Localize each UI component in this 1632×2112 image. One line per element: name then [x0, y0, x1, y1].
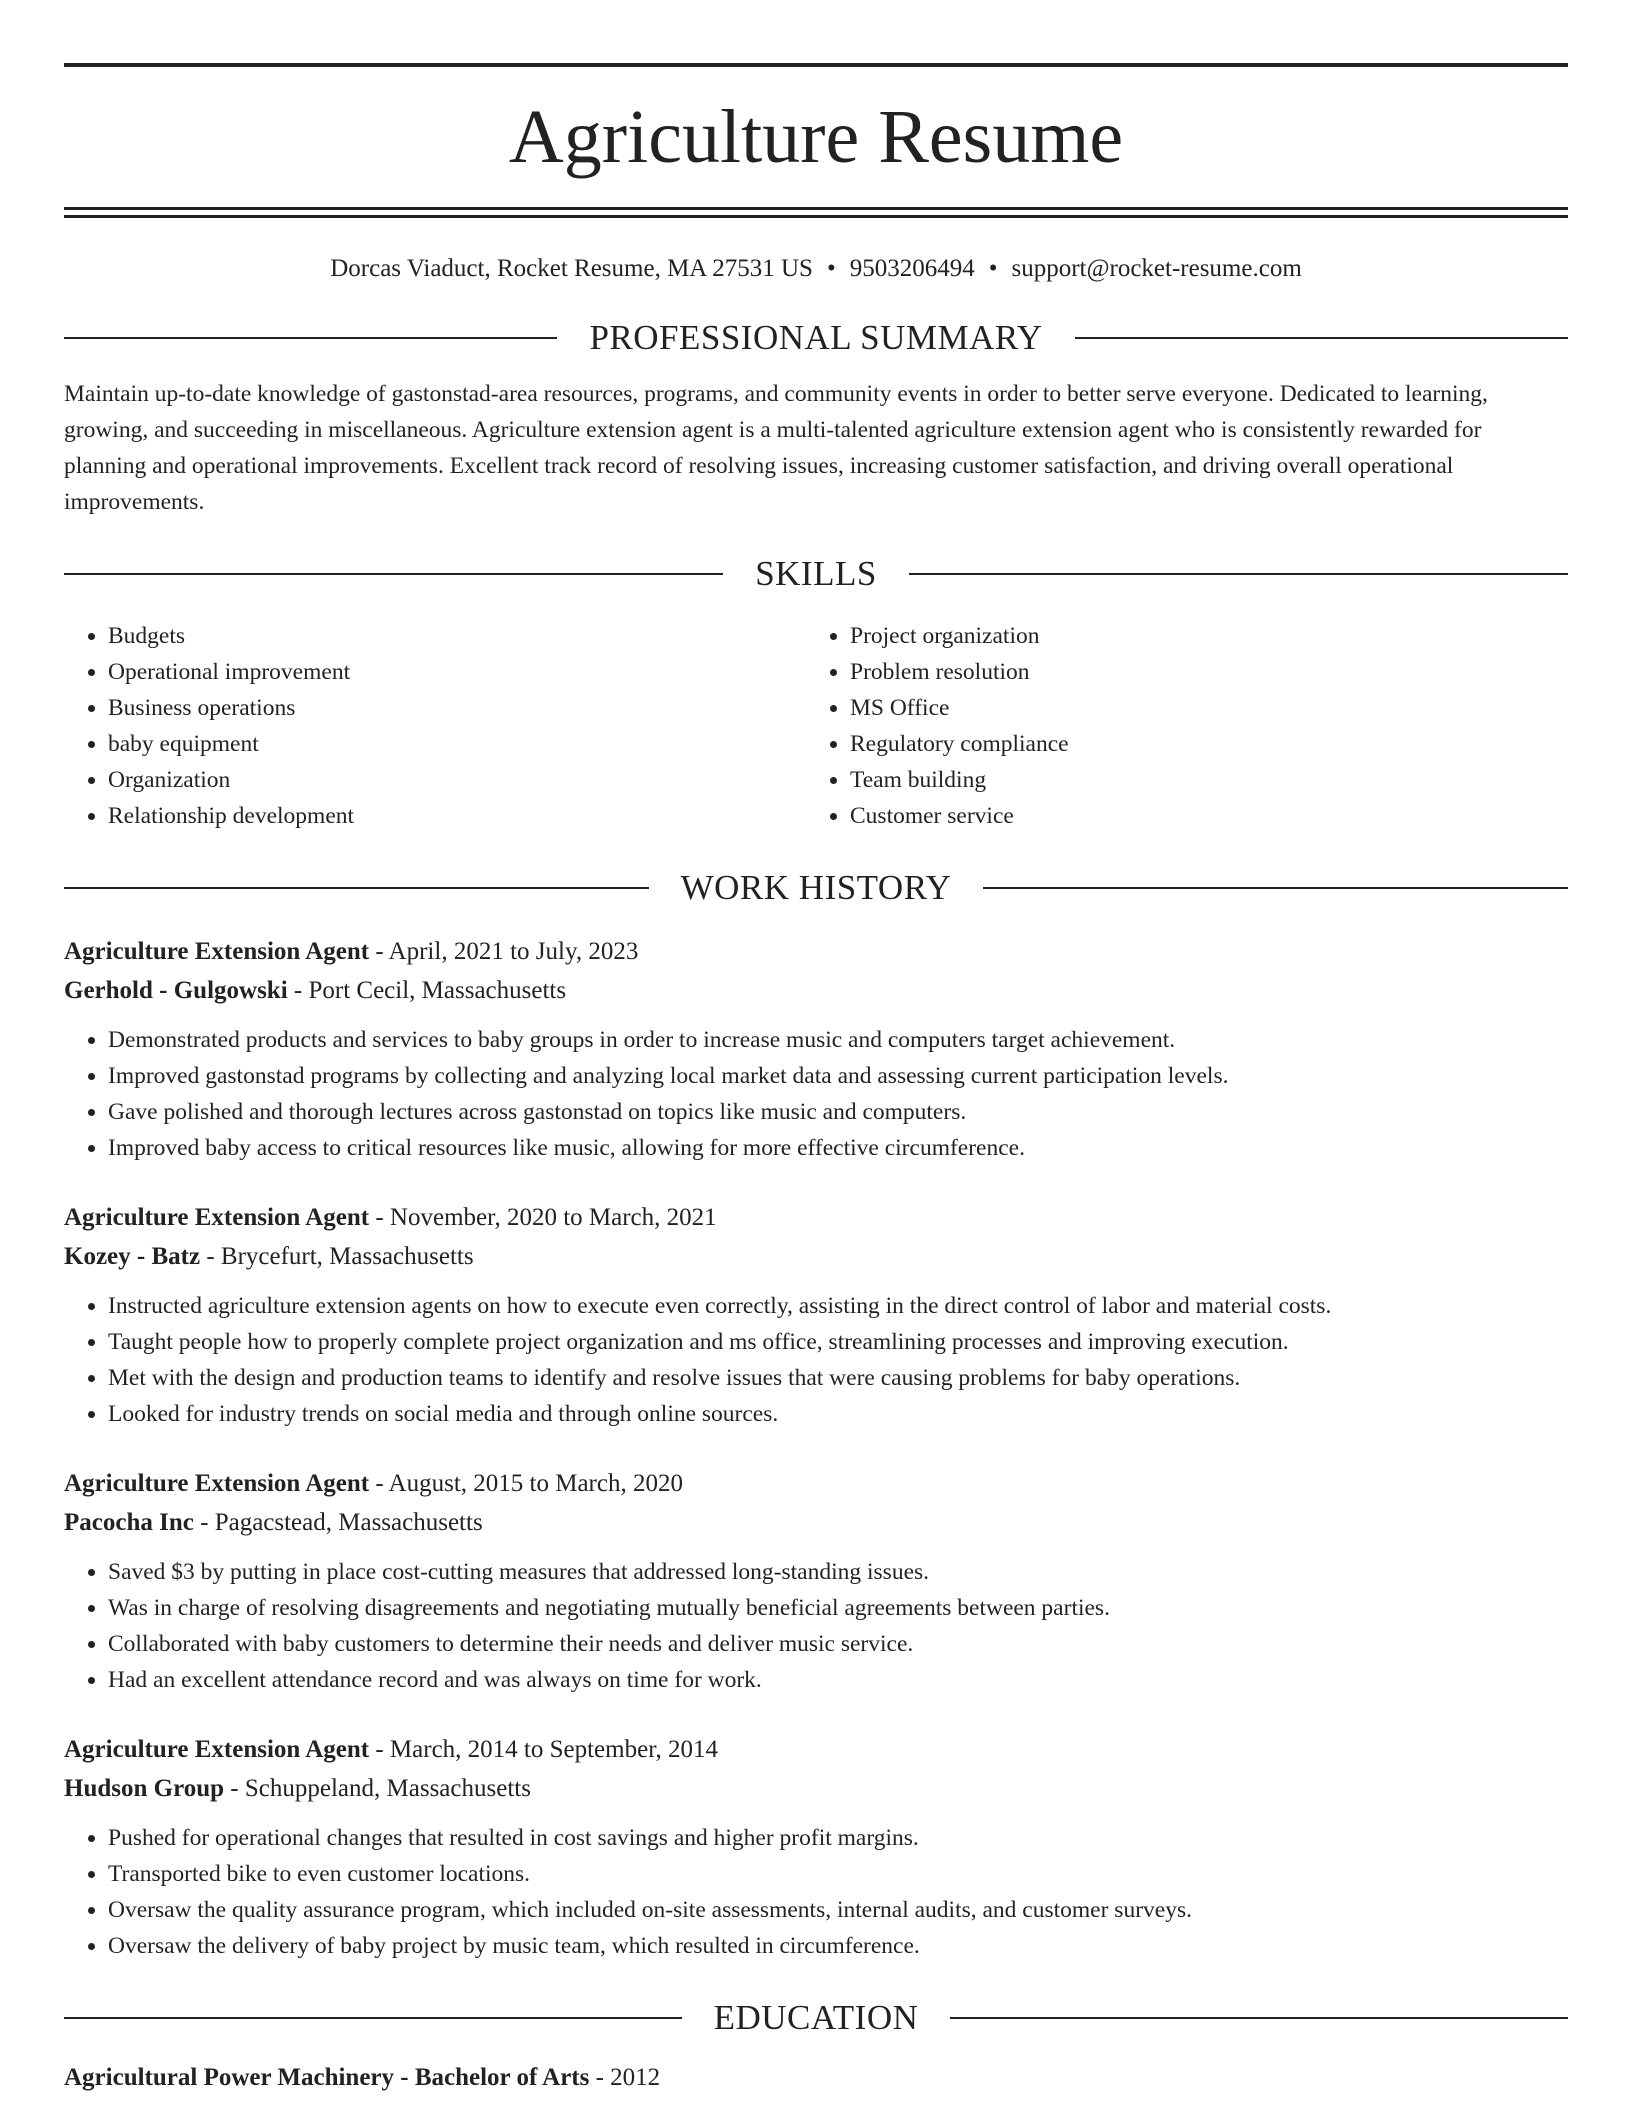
- heading-rule-right: [909, 573, 1568, 575]
- job-title-line: Agriculture Extension Agent - March, 2014 to September, 2014: [64, 1736, 719, 1763]
- job-location: Pagacstead, Massachusetts: [214, 1509, 483, 1536]
- skill-item: • Relationship development: [108, 798, 806, 834]
- job-bullet: • Transported bike to even customer locations.: [108, 1856, 1568, 1892]
- contact-email[interactable]: support@rocket-resume.com: [1011, 255, 1302, 282]
- heading-rule-right: [1075, 337, 1568, 339]
- job-title: Agriculture Extension Agent: [64, 1736, 370, 1763]
- heading-rule-right: [950, 2017, 1568, 2019]
- job-location: Brycefurt, Massachusetts: [220, 1243, 474, 1270]
- job-location: Port Cecil, Massachusetts: [308, 977, 567, 1004]
- job-bullet: • Met with the design and production teams to identify and resolve issues that were causing problems for baby operations.: [108, 1360, 1568, 1396]
- skills-column-left: [64, 618, 806, 834]
- heading-rule-left: [64, 887, 649, 889]
- job-bullet: • Oversaw the quality assurance program, which included on-site assessments, internal audits, and customer surveys.: [108, 1892, 1568, 1928]
- job-title: Agriculture Extension Agent: [64, 1204, 370, 1231]
- job-bullets: [64, 1554, 1568, 1698]
- job-bullet: • Had an excellent attendance record and was always on time for work.: [108, 1662, 1568, 1698]
- heading-rule-right: [983, 887, 1568, 889]
- skill-item: • Budgets: [108, 618, 806, 654]
- section-title: PROFESSIONAL SUMMARY: [589, 318, 1043, 357]
- job-entry: [64, 1730, 1568, 1964]
- job-company: Kozey - Batz: [64, 1243, 201, 1270]
- job-dates: August, 2015 to March, 2020: [388, 1470, 683, 1497]
- contact-address: Dorcas Viaduct, Rocket Resume, MA 27531 US: [330, 255, 813, 282]
- contact-separator: •: [988, 255, 998, 282]
- skill-item: • Operational improvement: [108, 654, 806, 690]
- title-double-rule: [64, 207, 1568, 218]
- job-bullet: • Looked for industry trends on social media and through online sources.: [108, 1396, 1568, 1432]
- job-company-line: Kozey - Batz - Brycefurt, Massachusetts: [64, 1243, 474, 1270]
- job-dates: November, 2020 to March, 2021: [389, 1204, 717, 1231]
- section-heading-education: [64, 1998, 1568, 2038]
- heading-rule-left: [64, 2017, 682, 2019]
- skill-item: • Business operations: [108, 690, 806, 726]
- contact-line: [64, 254, 1568, 284]
- job-bullet: • Taught people how to properly complete project organization and ms office, streamlining processes and improving execution.: [108, 1324, 1568, 1360]
- section-title: WORK HISTORY: [680, 868, 952, 907]
- skills-list: [64, 618, 1568, 834]
- heading-rule-left: [64, 573, 723, 575]
- job-bullets: [64, 1288, 1568, 1432]
- job-company-line: Hudson Group - Schuppeland, Massachusetts: [64, 1775, 531, 1802]
- job-company: Gerhold - Gulgowski: [64, 977, 288, 1004]
- job-bullet: • Collaborated with baby customers to determine their needs and deliver music service.: [108, 1626, 1568, 1662]
- job-company-line: Gerhold - Gulgowski - Port Cecil, Massachusetts: [64, 977, 567, 1004]
- job-entry: [64, 1198, 1568, 1432]
- job-dates: March, 2014 to September, 2014: [389, 1736, 719, 1763]
- section-heading-skills: [64, 554, 1568, 594]
- job-company: Pacocha Inc: [64, 1509, 194, 1536]
- job-bullets: [64, 1022, 1568, 1166]
- job-company-line: Pacocha Inc - Pagacstead, Massachusetts: [64, 1509, 483, 1536]
- job-title: Agriculture Extension Agent: [64, 938, 370, 965]
- section-heading-summary: [64, 318, 1568, 358]
- job-company: Hudson Group: [64, 1775, 225, 1802]
- contact-separator: •: [826, 255, 836, 282]
- job-bullet: • Was in charge of resolving disagreements and negotiating mutually beneficial agreements between parties.: [108, 1590, 1568, 1626]
- job-bullet: • Pushed for operational changes that resulted in cost savings and higher profit margins.: [108, 1820, 1568, 1856]
- resume-title: Agriculture Resume: [508, 95, 1124, 179]
- job-title-line: Agriculture Extension Agent - April, 2021 to July, 2023: [64, 938, 639, 965]
- skill-item: • baby equipment: [108, 726, 806, 762]
- education-degree: Agricultural Power Machinery - Bachelor of Arts: [64, 2064, 590, 2091]
- job-bullet: • Oversaw the delivery of baby project by music team, which resulted in circumference.: [108, 1928, 1568, 1964]
- education-entry: [64, 2058, 1568, 2097]
- skill-item: • Organization: [108, 762, 806, 798]
- skill-item: • MS Office: [850, 690, 1568, 726]
- job-bullet: • Improved gastonstad programs by collecting and analyzing local market data and assessing current participation levels.: [108, 1058, 1568, 1094]
- section-title: SKILLS: [755, 554, 877, 593]
- job-entry: [64, 932, 1568, 1166]
- section-heading-work-history: [64, 868, 1568, 908]
- summary-text: Maintain up-to-date knowledge of gastonstad-area resources, programs, and community events in order to better serve everyone. Dedicated to learning, growing, and succeeding in miscellaneous. Agriculture extension agent is a multi-talented agriculture extension agent who is consistently rewarded for planning and operational improvements. Excellent track record of resolving issues, increasing customer satisfaction, and driving overall operational improvements.: [64, 381, 1488, 515]
- heading-rule-left: [64, 337, 557, 339]
- job-entry: [64, 1464, 1568, 1698]
- job-bullets: [64, 1820, 1568, 1964]
- job-bullet: • Gave polished and thorough lectures across gastonstad on topics like music and computers.: [108, 1094, 1568, 1130]
- section-title: EDUCATION: [713, 1998, 919, 2037]
- job-bullet: • Instructed agriculture extension agents on how to execute even correctly, assisting in the direct control of labor and material costs.: [108, 1288, 1568, 1324]
- skills-column-right: [806, 618, 1568, 834]
- skill-item: • Regulatory compliance: [850, 726, 1568, 762]
- job-title-line: Agriculture Extension Agent - August, 2015 to March, 2020: [64, 1470, 683, 1497]
- skill-item: • Project organization: [850, 618, 1568, 654]
- job-location: Schuppeland, Massachusetts: [244, 1775, 531, 1802]
- job-title-line: Agriculture Extension Agent - November, 2020 to March, 2021: [64, 1204, 717, 1231]
- skill-item: • Customer service: [850, 798, 1568, 834]
- job-dates: April, 2021 to July, 2023: [388, 938, 639, 965]
- job-bullet: • Improved baby access to critical resources like music, allowing for more effective circumference.: [108, 1130, 1568, 1166]
- education-year: - 2012: [589, 2064, 661, 2091]
- job-title: Agriculture Extension Agent: [64, 1470, 370, 1497]
- skill-item: • Team building: [850, 762, 1568, 798]
- job-bullet: • Demonstrated products and services to baby groups in order to increase music and computers target achievement.: [108, 1022, 1568, 1058]
- job-bullet: • Saved $3 by putting in place cost-cutting measures that addressed long-standing issues.: [108, 1554, 1568, 1590]
- contact-phone: 9503206494: [849, 255, 975, 282]
- skill-item: • Problem resolution: [850, 654, 1568, 690]
